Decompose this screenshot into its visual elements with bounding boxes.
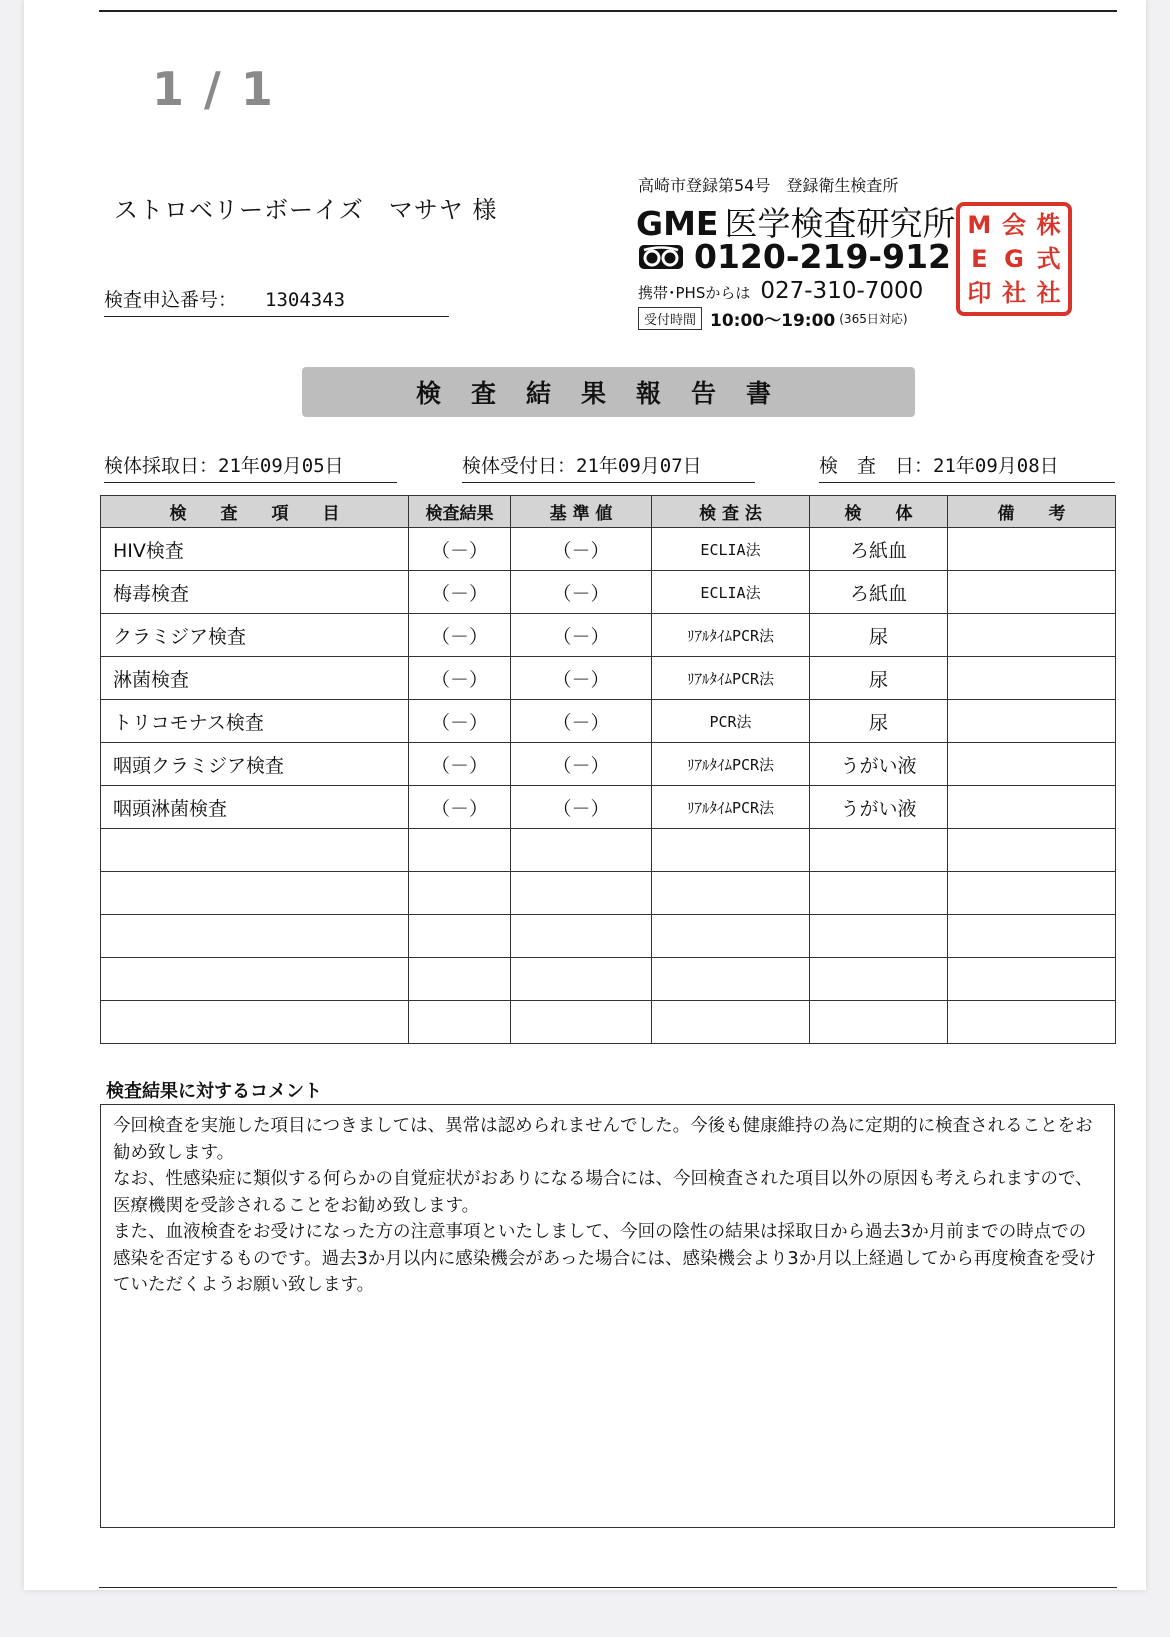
cell-note — [948, 872, 1116, 915]
lab-brand: GME — [636, 204, 719, 243]
report-title: 検査結果報告書 — [302, 367, 915, 417]
cell-item: トリコモナス検査 — [101, 700, 409, 743]
cell-specimen: 尿 — [810, 657, 948, 700]
cell-reference: （－） — [511, 786, 652, 829]
collection-date: 検体採取日：21年09月05日 — [104, 451, 397, 483]
top-rule — [99, 10, 1117, 12]
lab-registration: 高崎市登録第54号 登録衛生検査所 — [638, 176, 899, 195]
cell-result: （－） — [409, 657, 511, 700]
cell-item: 咽頭淋菌検査 — [101, 786, 409, 829]
comment-box — [100, 1104, 1115, 1528]
hours-note: (365日対応) — [839, 312, 908, 326]
table-row — [101, 829, 1116, 872]
test-date: 検 査 日：21年09月08日 — [819, 451, 1115, 483]
cell-specimen: ろ紙血 — [810, 528, 948, 571]
cell-method — [652, 829, 810, 872]
cell-reference: （－） — [511, 528, 652, 571]
table-row — [101, 743, 1116, 786]
cell-note — [948, 1001, 1116, 1044]
cell-result: （－） — [409, 700, 511, 743]
cell-item: HIV検査 — [101, 528, 409, 571]
cell-note — [948, 958, 1116, 1001]
cell-specimen: ろ紙血 — [810, 571, 948, 614]
table-row — [101, 915, 1116, 958]
lab-tel-number: 0120-219-912 — [694, 237, 952, 276]
comment-paragraph: また、血液検査をお受けになった方の注意事項といたしまして、今回の陰性の結果は採取日から過去3か月前までの時点での感染を否定するものです。過去3か月以内に感染機会があった場合には、感染機会より3か月以上経過してから再度検査を受けていただくようお願い致します。 — [113, 1222, 1097, 1295]
header-note: 備 考 — [948, 496, 1116, 528]
cell-reference — [511, 1001, 652, 1044]
header-specimen: 検 体 — [810, 496, 948, 528]
cell-item: クラミジア検査 — [101, 614, 409, 657]
cell-method: PCR法 — [652, 700, 810, 743]
cell-result — [409, 915, 511, 958]
cell-note — [948, 571, 1116, 614]
cell-note — [948, 829, 1116, 872]
lab-tel — [638, 237, 951, 276]
table-row — [101, 958, 1116, 1001]
cell-method — [652, 872, 810, 915]
application-value: 1304343 — [265, 289, 346, 311]
table-row — [101, 1001, 1116, 1044]
cell-method: ECLIA法 — [652, 528, 810, 571]
cell-note — [948, 786, 1116, 829]
cell-note — [948, 700, 1116, 743]
cell-result — [409, 1001, 511, 1044]
free-dial-icon — [638, 244, 684, 270]
header-result: 検査結果 — [409, 496, 511, 528]
application-number — [104, 285, 449, 317]
cell-result: （－） — [409, 614, 511, 657]
cell-note — [948, 657, 1116, 700]
lab-mobile-label: 携帯･PHSからは — [638, 284, 751, 302]
cell-result — [409, 829, 511, 872]
cell-item: 咽頭クラミジア検査 — [101, 743, 409, 786]
cell-specimen: 尿 — [810, 614, 948, 657]
table-row — [101, 786, 1116, 829]
cell-specimen — [810, 1001, 948, 1044]
cell-method: ﾘｱﾙﾀｲﾑPCR法 — [652, 657, 810, 700]
cell-specimen: うがい液 — [810, 786, 948, 829]
header-reference: 基 準 値 — [511, 496, 652, 528]
cell-note — [948, 915, 1116, 958]
lab-mobile-number: 027-310-7000 — [760, 278, 924, 304]
cell-specimen: うがい液 — [810, 743, 948, 786]
cell-specimen: 尿 — [810, 700, 948, 743]
cell-result — [409, 872, 511, 915]
cell-specimen — [810, 958, 948, 1001]
cell-reference: （－） — [511, 657, 652, 700]
cell-reference: （－） — [511, 700, 652, 743]
header-method: 検 査 法 — [652, 496, 810, 528]
table-row — [101, 872, 1116, 915]
application-label: 検査申込番号： — [104, 289, 238, 311]
cell-note — [948, 528, 1116, 571]
cell-reference — [511, 958, 652, 1001]
cell-reference: （－） — [511, 614, 652, 657]
hours-tag: 受付時間 — [638, 307, 702, 330]
cell-item: 梅毒検査 — [101, 571, 409, 614]
lab-name-text: 医学検査研究所 — [724, 204, 956, 243]
company-seal: M 会 株 E G 式 印 社 社 — [956, 202, 1072, 316]
lab-hours — [638, 306, 908, 331]
cell-note — [948, 614, 1116, 657]
results-table — [100, 495, 1116, 1044]
cell-result — [409, 958, 511, 1001]
cell-specimen — [810, 915, 948, 958]
cell-item: 淋菌検査 — [101, 657, 409, 700]
table-header-row — [101, 496, 1116, 528]
cell-reference — [511, 915, 652, 958]
cell-result: （－） — [409, 786, 511, 829]
cell-reference — [511, 829, 652, 872]
table-row — [101, 528, 1116, 571]
cell-reference: （－） — [511, 743, 652, 786]
cell-item — [101, 872, 409, 915]
cell-item — [101, 915, 409, 958]
cell-method: ECLIA法 — [652, 571, 810, 614]
header-item: 検 査 項 目 — [101, 496, 409, 528]
hours-time: 10:00〜19:00 — [710, 311, 836, 331]
cell-specimen — [810, 872, 948, 915]
cell-method: ﾘｱﾙﾀｲﾑPCR法 — [652, 614, 810, 657]
table-row — [101, 657, 1116, 700]
cell-method: ﾘｱﾙﾀｲﾑPCR法 — [652, 743, 810, 786]
patient-name: ストロベリーボーイズ マサヤ 様 — [114, 196, 498, 224]
page-number: 1 / 1 — [152, 62, 275, 116]
cell-method — [652, 958, 810, 1001]
cell-reference: （－） — [511, 571, 652, 614]
cell-result: （－） — [409, 571, 511, 614]
bottom-rule — [99, 1587, 1117, 1588]
cell-result: （－） — [409, 743, 511, 786]
cell-result: （－） — [409, 528, 511, 571]
table-row — [101, 700, 1116, 743]
cell-method — [652, 1001, 810, 1044]
cell-note — [948, 743, 1116, 786]
cell-reference — [511, 872, 652, 915]
comment-paragraph: 今回検査を実施した項目につきましては、異常は認められませんでした。今後も健康維持の為に定期的に検査されることをお勧め致します。 — [113, 1116, 1093, 1163]
cell-item — [101, 958, 409, 1001]
cell-specimen — [810, 829, 948, 872]
lab-mobile — [638, 278, 923, 304]
cell-method — [652, 915, 810, 958]
table-row — [101, 614, 1116, 657]
comment-paragraph: なお、性感染症に類似する何らかの自覚症状がおありになる場合には、今回検査された項目以外の原因も考えられますので、医療機関を受診されることをお勧め致します。 — [113, 1169, 1093, 1216]
received-date: 検体受付日：21年09月07日 — [462, 451, 755, 483]
report-page — [24, 0, 1146, 1590]
cell-item — [101, 1001, 409, 1044]
cell-item — [101, 829, 409, 872]
cell-method: ﾘｱﾙﾀｲﾑPCR法 — [652, 786, 810, 829]
table-row — [101, 571, 1116, 614]
comment-label: 検査結果に対するコメント — [106, 1081, 322, 1102]
